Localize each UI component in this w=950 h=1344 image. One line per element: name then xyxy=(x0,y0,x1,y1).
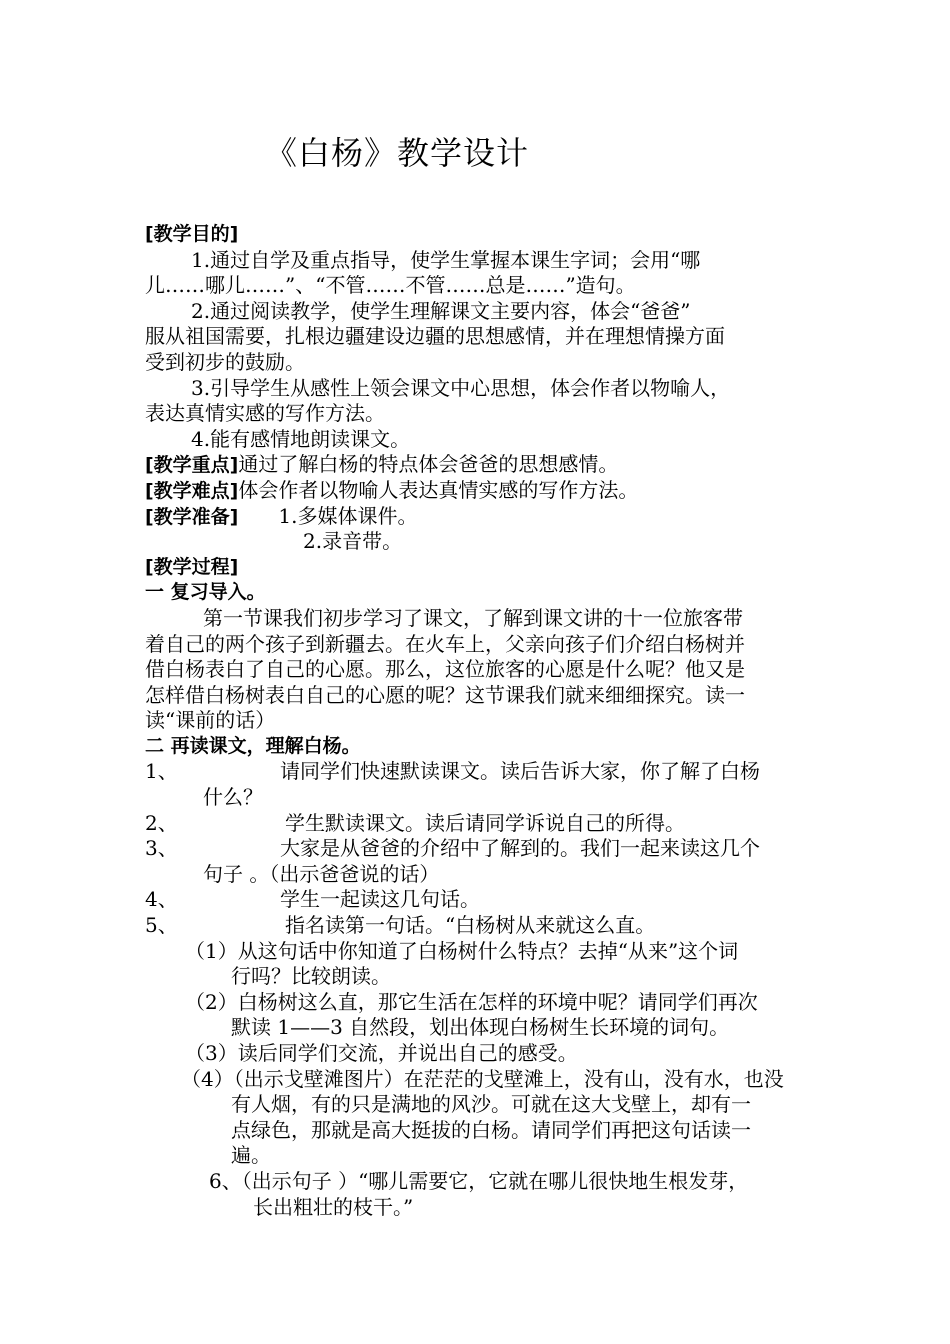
step-6-line-2: 长出粗壮的枝干。” xyxy=(253,1194,414,1219)
objective-3-line-1: 3.引导学生从感性上领会课文中心思想，体会作者以物喻人， xyxy=(191,375,731,400)
objective-4: 4.能有感情地朗读课文。 xyxy=(191,426,411,451)
difficulty-point xyxy=(145,478,815,504)
step-4 xyxy=(145,887,815,913)
objective-1-line-2: 儿……哪儿……”、“不管……不管……总是……”造句。 xyxy=(145,273,636,298)
prep-heading: [教学准备] xyxy=(145,505,239,528)
sub-3: （3）读后同学们交流，并说出自己的感受。 xyxy=(185,1041,578,1065)
part1-para-line-1: 第一节课我们初步学习了课文，了解到课文讲的十一位旅客带 xyxy=(203,605,743,630)
sub-4-line-1: （4）（出示戈壁滩图片）在茫茫的戈壁滩上，没有山，没有水，也没 xyxy=(181,1066,784,1091)
sub-4-line-2: 有人烟，有的只是满地的风沙。可就在这大戈壁上，却有一 xyxy=(231,1092,751,1117)
part1-para-line-5: 读“课前的话） xyxy=(145,708,276,733)
step-5-text: 指名读第一句话。“白杨树从来就这么直。 xyxy=(285,913,656,938)
part1-heading: 一 复习导入。 xyxy=(145,581,266,604)
objectives-heading: [教学目的] xyxy=(145,223,239,245)
key-text: 通过了解白杨的特点体会爸爸的思想感情。 xyxy=(238,452,619,477)
objective-2-line-2: 服从祖国需要，扎根边疆建设边疆的思想感情，并在理想情操方面 xyxy=(145,324,725,349)
objective-2-line-1: 2.通过阅读教学，使学生理解课文主要内容，体会“爸爸” xyxy=(191,298,691,323)
sub-2-line-1: （2）白杨树这么直，那它生活在怎样的环境中呢？请同学们再次 xyxy=(185,989,758,1014)
step-3-number: 3、 xyxy=(145,836,178,861)
step-4-number: 4、 xyxy=(145,887,178,912)
sub-2-line-2: 默读 1——3 自然段，划出体现白杨树生长环境的词句。 xyxy=(231,1015,730,1040)
step-1-number: 1、 xyxy=(145,759,178,784)
sub-1-line-2: 行吗？比较朗读。 xyxy=(231,964,391,989)
sub-1-line-1: （1）从这句话中你知道了白杨树什么特点？去掉“从来”这个词 xyxy=(185,938,739,963)
step-2-number: 2、 xyxy=(145,810,178,835)
key-heading: [教学重点] xyxy=(145,454,239,477)
part2-heading: 二 再读课文，理解白杨。 xyxy=(145,734,361,757)
difficulty-heading: [教学难点] xyxy=(145,479,239,502)
prep-item-2: 2.录音带。 xyxy=(303,529,403,554)
step-1 xyxy=(145,759,815,785)
step-3-continuation: 句子 。（出示爸爸说的话） xyxy=(203,861,440,886)
step-1-text: 请同学们快速默读课文。读后告诉大家，你了解了白杨 xyxy=(280,759,760,784)
part1-para-line-3: 借白杨表白了自己的心愿。那么，这位旅客的心愿是什么呢？他又是 xyxy=(145,657,745,682)
part1-para-line-2: 着自己的两个孩子到新疆去。在火车上，父亲向孩子们介绍白杨树并 xyxy=(145,631,745,656)
difficulty-text: 体会作者以物喻人表达真情实感的写作方法。 xyxy=(238,477,639,502)
step-3 xyxy=(145,836,815,862)
step-5 xyxy=(145,913,815,939)
part1-para-line-4: 怎样借白杨树表白自己的心愿的呢？这节课我们就来细细探究。读一 xyxy=(145,682,745,707)
objective-3-line-2: 表达真情实感的写作方法。 xyxy=(145,401,385,426)
preparation xyxy=(145,504,815,530)
step-1-continuation: 什么？ xyxy=(203,785,263,810)
step-5-number: 5、 xyxy=(145,913,178,938)
document-body xyxy=(145,222,815,1220)
objective-2-line-3: 受到初步的鼓励。 xyxy=(145,349,305,374)
step-4-text: 学生一起读这几句话。 xyxy=(280,887,480,912)
step-3-text: 大家是从爸爸的介绍中了解到的。我们一起来读这几个 xyxy=(280,836,760,861)
step-6-line-1: 6、（出示句子 ）“哪儿需要它，它就在哪儿很快地生根发芽， xyxy=(209,1168,749,1193)
process-heading: [教学过程] xyxy=(145,555,239,578)
sub-4-line-4: 遍。 xyxy=(231,1143,271,1168)
step-2-text: 学生默读课文。读后请同学诉说自己的所得。 xyxy=(285,810,685,835)
page-title: 《白杨》教学设计 xyxy=(265,134,530,172)
objective-1-line-1: 1.通过自学及重点指导，使学生掌握本课生字词；会用“哪 xyxy=(191,247,701,272)
sub-4-line-3: 点绿色，那就是高大挺拔的白杨。请同学们再把这句话读一 xyxy=(231,1117,751,1142)
step-2 xyxy=(145,811,815,837)
prep-item-1: 1.多媒体课件。 xyxy=(278,503,418,528)
key-point xyxy=(145,452,815,478)
